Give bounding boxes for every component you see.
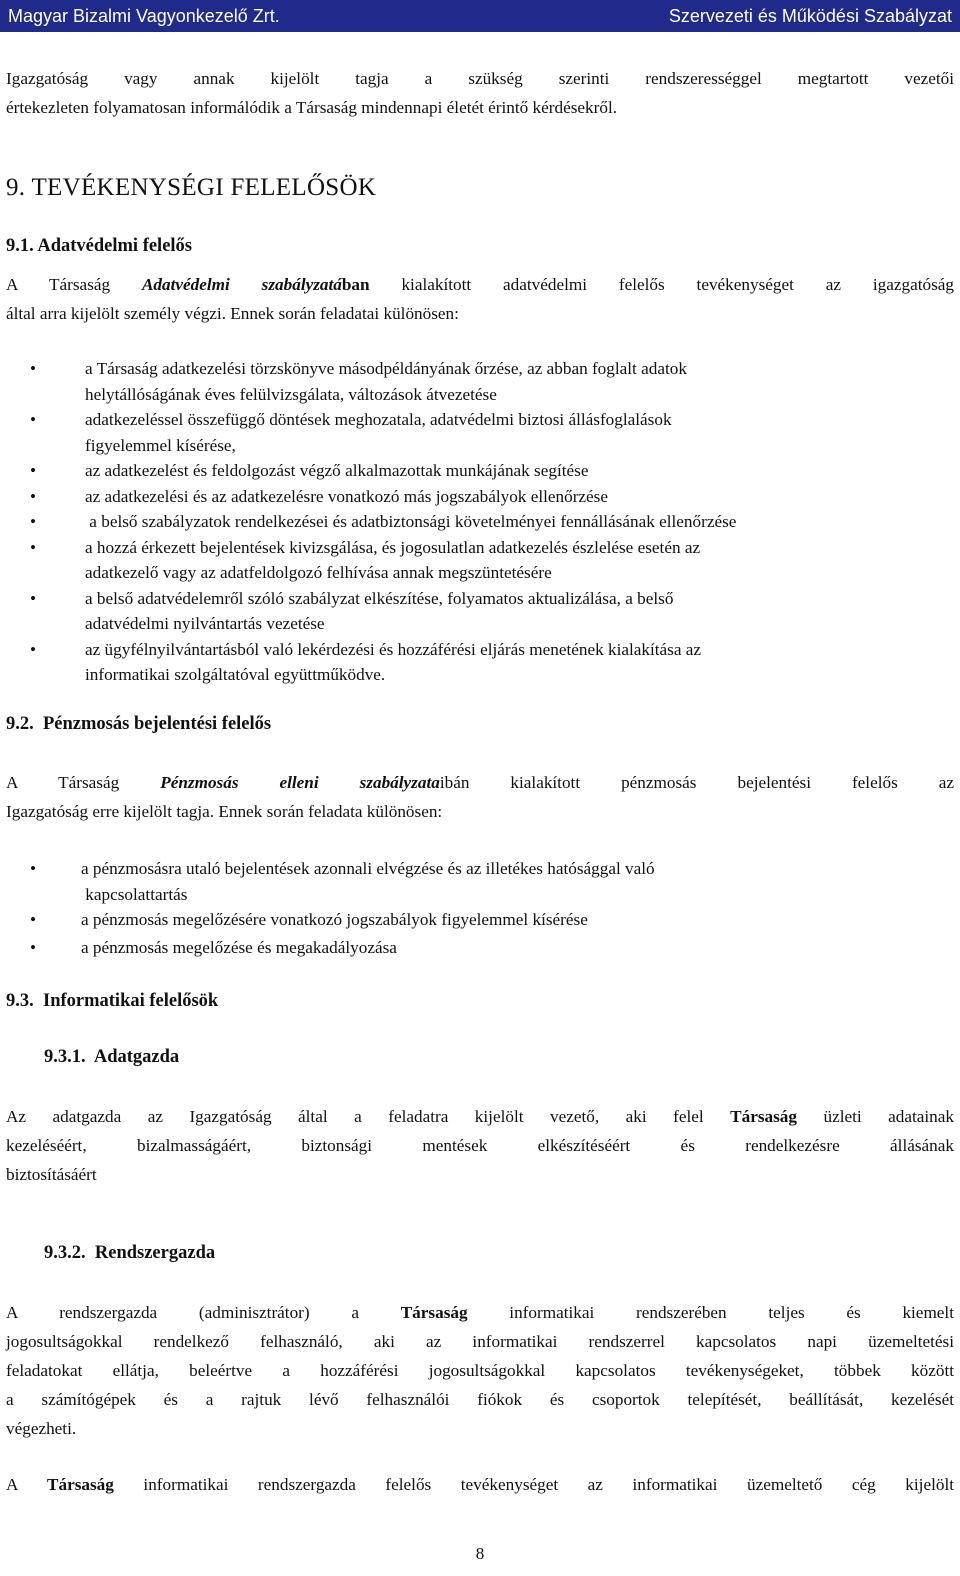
section-9-1-para-line-2: által arra kijelölt személy végzi. Ennek során feladatai különösen: [6,304,459,323]
section-9-title: 9. TEVÉKENYSÉGI FELELŐSÖK [6,174,377,201]
section-9-2-duties-list [6,856,954,960]
section-9-3-2-line-4: a számítógépek és a rajtuk lévő felhasználói fiókok és csoportok telepítését, beállítását, kezelését [6,1390,954,1409]
section-9-3-1-line-2: kezeléséért, bizalmasságáért, biztonsági mentések elkészítéséért és rendelkezésre állásának [6,1136,954,1155]
section-9-2-title: 9.2. Pénzmosás bejelentési felelős [6,714,272,734]
section-9-3-2-title: 9.3.2. Rendszergazda [44,1243,216,1263]
section-9-3-1-line-3: biztosításáért [6,1165,97,1184]
section-9-3-2-line-2: jogosultságokkal rendelkező felhasználó, aki az informatikai rendszerrel kapcsolatos napi üzemeltetési [6,1332,954,1351]
list-item: • az ügyfélnyilvántartásból való lekérdezési és hozzáférési eljárás menetének kialakítása az informatikai szolgáltatóval együttműködve. [30,639,702,684]
list-item: • a pénzmosás megelőzése és megakadályozása [30,937,397,957]
header-doc-title: Szervezeti és Működési Szabályzat [668,6,952,26]
section-9-2-para-line-2: Igazgatóság erre kijelölt tagja. Ennek során feladata különösen: [6,802,443,821]
header-company: Magyar Bizalmi Vagyonkezelő Zrt. [8,6,280,26]
section-9-3-2-line-5: végezheti. [6,1419,77,1438]
intro-line-2: értekezleten folyamatosan informálódik a Társaság mindennapi életét érintő kérdésekről. [6,98,618,117]
list-item: • adatkezeléssel összefüggő döntések meghozatala, adatvédelmi biztosi állásfoglalások figyelemmel kísérése, [30,410,672,455]
list-item: • a hozzá érkezett bejelentések kivizsgálása, és jogosulatlan adatkezelés észlelése esetén az adatkezelő vagy az adatfeldolgozó felhívása annak megszüntetésére [30,537,701,582]
list-item: • a belső szabályzatok rendelkezései és adatbiztonsági követelményei fennállásának ellenőrzése [30,512,737,531]
list-item: • a belső adatvédelemről szóló szabályzat elkészítése, folyamatos aktualizálása, a belső adatvédelmi nyilvántartás vezetése [30,588,674,633]
page-number: 8 [475,1544,485,1563]
section-9-3-title: 9.3. Informatikai felelősök [6,991,219,1011]
section-9-3-2-line-3: feladatokat ellátja, beleértve a hozzáférési jogosultságokkal kapcsolatos tevékenységeket, többek között [6,1361,954,1380]
list-item: • a pénzmosásra utaló bejelentések azonnali elvégzése és az illetékes hatósággal való kapcsolattartás [30,859,655,904]
list-item: • az adatkezelési és az adatkezelésre vonatkozó más jogszabályok ellenőrzése [30,486,608,506]
section-9-1-title: 9.1. Adatvédelmi felelős [6,236,193,256]
page-header [0,0,960,32]
section-9-1-duties-list [6,356,954,688]
list-item: • a Társaság adatkezelési törzskönyve másodpéldányának őrzése, az abban foglalt adatok helytállóságának éves felülvizsgálata, változások átvezetése [30,359,687,404]
intro-line-1: Igazgatóság vagy annak kijelölt tagja a szükség szerinti rendszerességgel megtartott vezetői [6,69,954,88]
section-9-3-2-line-1: A rendszergazda (adminisztrátor) a Társaság informatikai rendszerében teljes és kiemelt [6,1303,954,1322]
list-item: • a pénzmosás megelőzésére vonatkozó jogszabályok figyelemmel kísérése [30,910,588,929]
list-item: • az adatkezelést és feldolgozást végző alkalmazottak munkájának segítése [30,461,589,480]
section-9-3-2-para-2: A Társaság informatikai rendszergazda felelős tevékenységet az informatikai üzemeltető cég kijelölt [6,1475,954,1494]
section-9-3-1-line-1: Az adatgazda az Igazgatóság által a feladatra kijelölt vezető, aki felel Társaság üzleti adatainak [6,1107,954,1126]
section-9-2-para-line-1: A Társaság Pénzmosás elleni szabályzataibán kialakított pénzmosás bejelentési felelős az [6,773,955,792]
section-9-3-1-title: 9.3.1. Adatgazda [44,1047,180,1067]
section-9-1-para-line-1: A Társaság Adatvédelmi szabályzatában kialakított adatvédelmi felelős tevékenységet az igazgatóság [6,275,955,294]
